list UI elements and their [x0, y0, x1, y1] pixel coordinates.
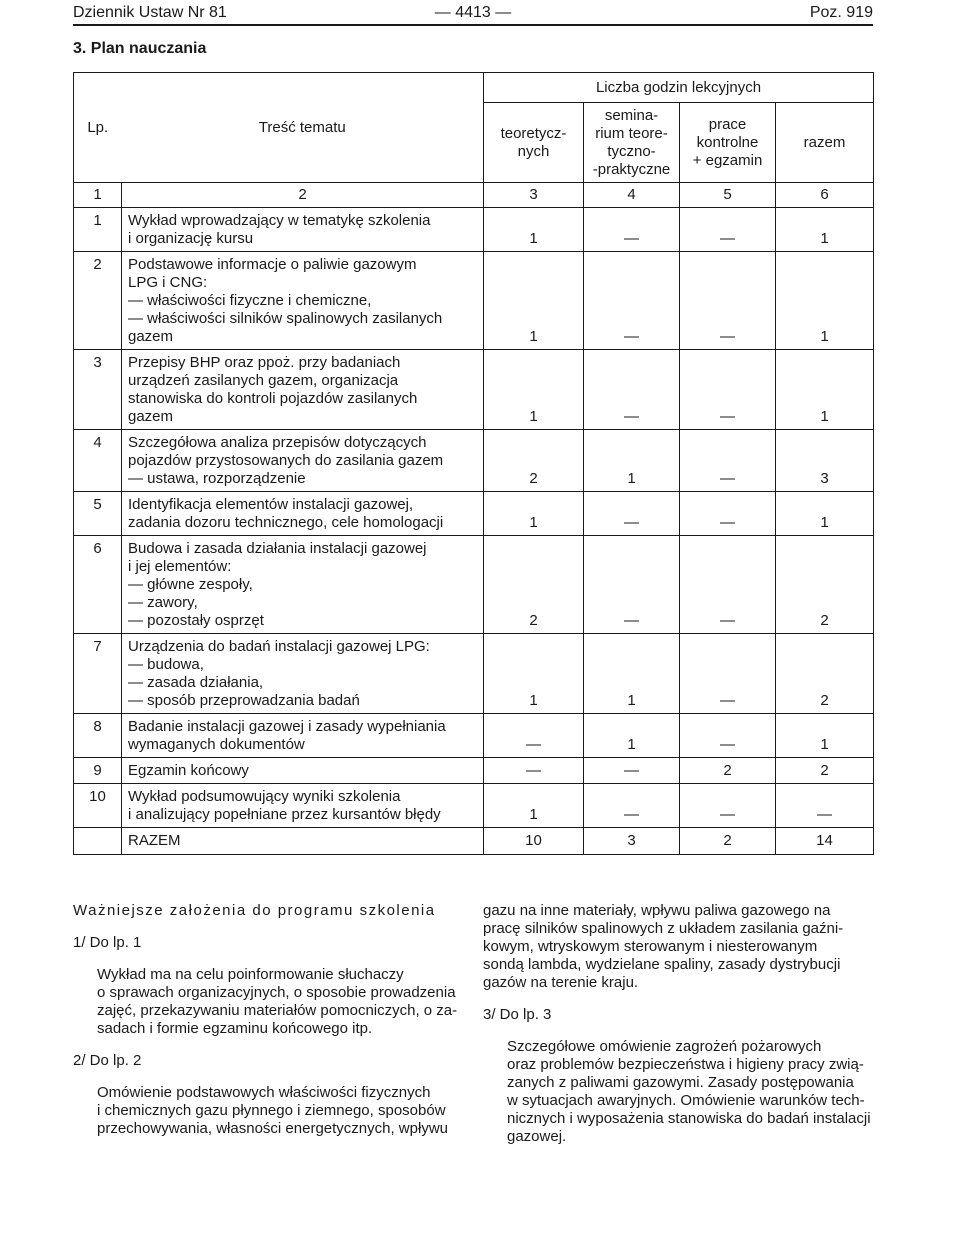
column-number: 5 — [680, 183, 776, 208]
row-topic — [122, 784, 484, 828]
topic-line: Egzamin końcowy — [128, 762, 249, 779]
row-razem: 2 — [776, 536, 874, 634]
paragraph-line: oraz problemów bezpieczeństwa i higieny pracy zwią- — [507, 1056, 864, 1073]
row-topic — [122, 536, 484, 634]
paragraph-line: gazów na terenie kraju. — [483, 974, 639, 991]
row-teoretycznych: 1 — [484, 252, 584, 350]
header-teoretycznych: teoretycz- nych — [484, 103, 584, 183]
topic-line: wymaganych dokumentów — [128, 736, 305, 753]
row-prace: — — [680, 714, 776, 758]
paragraph-line: w sytuacjach awaryjnych. Omówienie warunków tech- — [507, 1092, 865, 1109]
topic-line: i organizację kursu — [128, 230, 254, 247]
row-prace: — — [680, 208, 776, 252]
paragraph-line: przechowywania, własności energetycznych, wpływu — [97, 1120, 448, 1137]
table-row — [74, 634, 874, 714]
note-subheading-2: 2/ Do lp. 2 — [73, 1052, 142, 1069]
row-topic — [122, 758, 484, 784]
paragraph-line: i chemicznych gazu płynnego i ziemnego, sposobów — [97, 1102, 446, 1119]
topic-line: gazem — [128, 328, 174, 345]
paragraph-line: gazowej. — [507, 1128, 567, 1145]
table-row — [74, 430, 874, 492]
topic-line: Wykład wprowadzający w tematykę szkolenia — [128, 212, 431, 229]
notes-heading: Ważniejsze założenia do programu szkolenia — [73, 902, 436, 919]
topic-line: — główne zespoły, — [128, 576, 253, 593]
row-lp: 9 — [74, 758, 122, 784]
row-teoretycznych: 2 — [484, 536, 584, 634]
topic-line: pojazdów przystosowanych do zasilania gazem — [128, 452, 444, 469]
row-teoretycznych: 1 — [484, 492, 584, 536]
note-paragraph-2-continued — [483, 902, 873, 992]
topic-line: — ustawa, rozporządzenie — [128, 470, 306, 487]
row-topic — [122, 252, 484, 350]
header-prace: prace kontrolne + egzamin — [680, 103, 776, 183]
paragraph-line: kowym, wtryskowym sterowanym i niesterowanym — [483, 938, 818, 955]
topic-line: — właściwości fizyczne i chemiczne, — [128, 292, 372, 309]
note-subheading-1: 1/ Do lp. 1 — [73, 934, 142, 951]
topic-line: — zawory, — [128, 594, 198, 611]
section-title: 3. Plan nauczania — [73, 40, 207, 57]
table-row — [74, 758, 874, 784]
paragraph-line: Omówienie podstawowych właściwości fizycznych — [97, 1084, 431, 1101]
total-seminarium: 3 — [584, 828, 680, 855]
topic-line: Identyfikacja elementów instalacji gazowej, — [128, 496, 414, 513]
row-seminarium: — — [584, 350, 680, 430]
row-topic — [122, 634, 484, 714]
paragraph-line: pracę silników spalinowych z układem zasilania gaźni- — [483, 920, 844, 937]
paragraph-line: gazu na inne materiały, wpływu paliwa gazowego na — [483, 902, 831, 919]
row-topic — [122, 714, 484, 758]
header-lp: Lp. — [74, 73, 122, 183]
topic-line: Badanie instalacji gazowej i zasady wypełniania — [128, 718, 446, 735]
total-prace: 2 — [680, 828, 776, 855]
row-prace: — — [680, 492, 776, 536]
row-teoretycznych: — — [484, 758, 584, 784]
topic-line: Budowa i zasada działania instalacji gazowej — [128, 540, 427, 557]
notes-left-column — [73, 902, 463, 1138]
row-lp: 5 — [74, 492, 122, 536]
row-teoretycznych: — — [484, 714, 584, 758]
row-razem: 1 — [776, 714, 874, 758]
position-number: Poz. 919 — [809, 4, 873, 21]
paragraph-line: sadach i formie egzaminu końcowego itp. — [97, 1020, 373, 1037]
row-seminarium: — — [584, 784, 680, 828]
table-row — [74, 350, 874, 430]
row-lp: 3 — [74, 350, 122, 430]
row-seminarium: — — [584, 252, 680, 350]
topic-line: LPG i CNG: — [128, 274, 208, 291]
table-row — [74, 208, 874, 252]
total-lp — [74, 828, 122, 855]
row-prace: — — [680, 784, 776, 828]
topic-line: stanowiska do kontroli pojazdów zasilanych — [128, 390, 418, 407]
column-number: 3 — [484, 183, 584, 208]
column-number: 2 — [122, 183, 484, 208]
row-lp: 1 — [74, 208, 122, 252]
page-number: — 4413 — — [434, 4, 512, 21]
curriculum-table — [73, 72, 874, 855]
row-prace: — — [680, 350, 776, 430]
row-lp: 10 — [74, 784, 122, 828]
row-prace: — — [680, 634, 776, 714]
paragraph-line: o sprawach organizacyjnych, o sposobie prowadzenia — [97, 984, 456, 1001]
topic-line: — sposób przeprowadzania badań — [128, 692, 360, 709]
table-row — [74, 784, 874, 828]
row-seminarium: 1 — [584, 430, 680, 492]
topic-line: Urządzenia do badań instalacji gazowej LPG: — [128, 638, 430, 655]
column-numbering-row — [74, 183, 874, 208]
row-lp: 7 — [74, 634, 122, 714]
row-prace: — — [680, 430, 776, 492]
notes-right-column — [483, 902, 873, 1146]
topic-line: — pozostały osprzęt — [128, 612, 264, 629]
row-razem: 1 — [776, 208, 874, 252]
row-razem: — — [776, 784, 874, 828]
paragraph-line: zanych z paliwami gazowymi. Zasady postępowania — [507, 1074, 854, 1091]
row-topic — [122, 208, 484, 252]
row-seminarium: — — [584, 758, 680, 784]
topic-line: zadania dozoru technicznego, cele homologacji — [128, 514, 444, 531]
topic-line: Podstawowe informacje o paliwie gazowym — [128, 256, 417, 273]
row-seminarium: — — [584, 208, 680, 252]
header-seminarium: semina- rium teore- tyczno- -praktyczne — [584, 103, 680, 183]
row-teoretycznych: 1 — [484, 634, 584, 714]
row-razem: 1 — [776, 252, 874, 350]
row-teoretycznych: 1 — [484, 208, 584, 252]
topic-line: — budowa, — [128, 656, 204, 673]
header-rule — [73, 24, 873, 26]
row-prace: 2 — [680, 758, 776, 784]
note-paragraph-1 — [73, 966, 463, 1038]
column-number: 1 — [74, 183, 122, 208]
row-prace: — — [680, 536, 776, 634]
topic-line: Szczegółowa analiza przepisów dotyczących — [128, 434, 427, 451]
topic-line: i jej elementów: — [128, 558, 232, 575]
row-razem: 2 — [776, 758, 874, 784]
row-seminarium: — — [584, 492, 680, 536]
row-seminarium: 1 — [584, 714, 680, 758]
column-number: 4 — [584, 183, 680, 208]
topic-line: — właściwości silników spalinowych zasilanych — [128, 310, 443, 327]
header-hours-group: Liczba godzin lekcyjnych — [484, 73, 874, 103]
row-prace: — — [680, 252, 776, 350]
note-paragraph-3 — [483, 1038, 873, 1146]
table-row — [74, 536, 874, 634]
header-razem: razem — [776, 103, 874, 183]
note-subheading-3: 3/ Do lp. 3 — [483, 1006, 552, 1023]
row-topic — [122, 430, 484, 492]
row-razem: 2 — [776, 634, 874, 714]
row-teoretycznych: 2 — [484, 430, 584, 492]
table-row — [74, 252, 874, 350]
total-row — [74, 828, 874, 855]
topic-line: urządzeń zasilanych gazem, organizacja — [128, 372, 399, 389]
total-label: RAZEM — [122, 828, 484, 855]
row-razem: 3 — [776, 430, 874, 492]
page-header — [73, 4, 873, 24]
row-seminarium: — — [584, 536, 680, 634]
table-row — [74, 714, 874, 758]
topic-line: — zasada działania, — [128, 674, 264, 691]
paragraph-line: nicznych i wyposażenia stanowiska do badań instalacji — [507, 1110, 871, 1127]
row-lp: 4 — [74, 430, 122, 492]
topic-line: gazem — [128, 408, 174, 425]
column-number: 6 — [776, 183, 874, 208]
table-row — [74, 492, 874, 536]
topic-line: i analizujący popełniane przez kursantów błędy — [128, 806, 441, 823]
row-teoretycznych: 1 — [484, 350, 584, 430]
row-topic — [122, 350, 484, 430]
total-razem: 14 — [776, 828, 874, 855]
paragraph-line: sondą lambda, wydzielane spaliny, zasady dystrybucji — [483, 956, 841, 973]
row-lp: 8 — [74, 714, 122, 758]
paragraph-line: Szczegółowe omówienie zagrożeń pożarowych — [507, 1038, 822, 1055]
row-lp: 6 — [74, 536, 122, 634]
row-razem: 1 — [776, 350, 874, 430]
journal-title: Dziennik Ustaw Nr 81 — [73, 4, 227, 21]
total-teoretycznych: 10 — [484, 828, 584, 855]
topic-line: Wykład podsumowujący wyniki szkolenia — [128, 788, 401, 805]
row-razem: 1 — [776, 492, 874, 536]
paragraph-line: Wykład ma na celu poinformowanie słuchaczy — [97, 966, 404, 983]
topic-line: Przepisy BHP oraz ppoż. przy badaniach — [128, 354, 401, 371]
note-paragraph-2 — [73, 1084, 463, 1138]
header-tresc: Treść tematu — [122, 73, 484, 183]
row-teoretycznych: 1 — [484, 784, 584, 828]
row-seminarium: 1 — [584, 634, 680, 714]
row-topic — [122, 492, 484, 536]
paragraph-line: zajęć, przekazywaniu materiałów pomocniczych, o za- — [97, 1002, 458, 1019]
row-lp: 2 — [74, 252, 122, 350]
